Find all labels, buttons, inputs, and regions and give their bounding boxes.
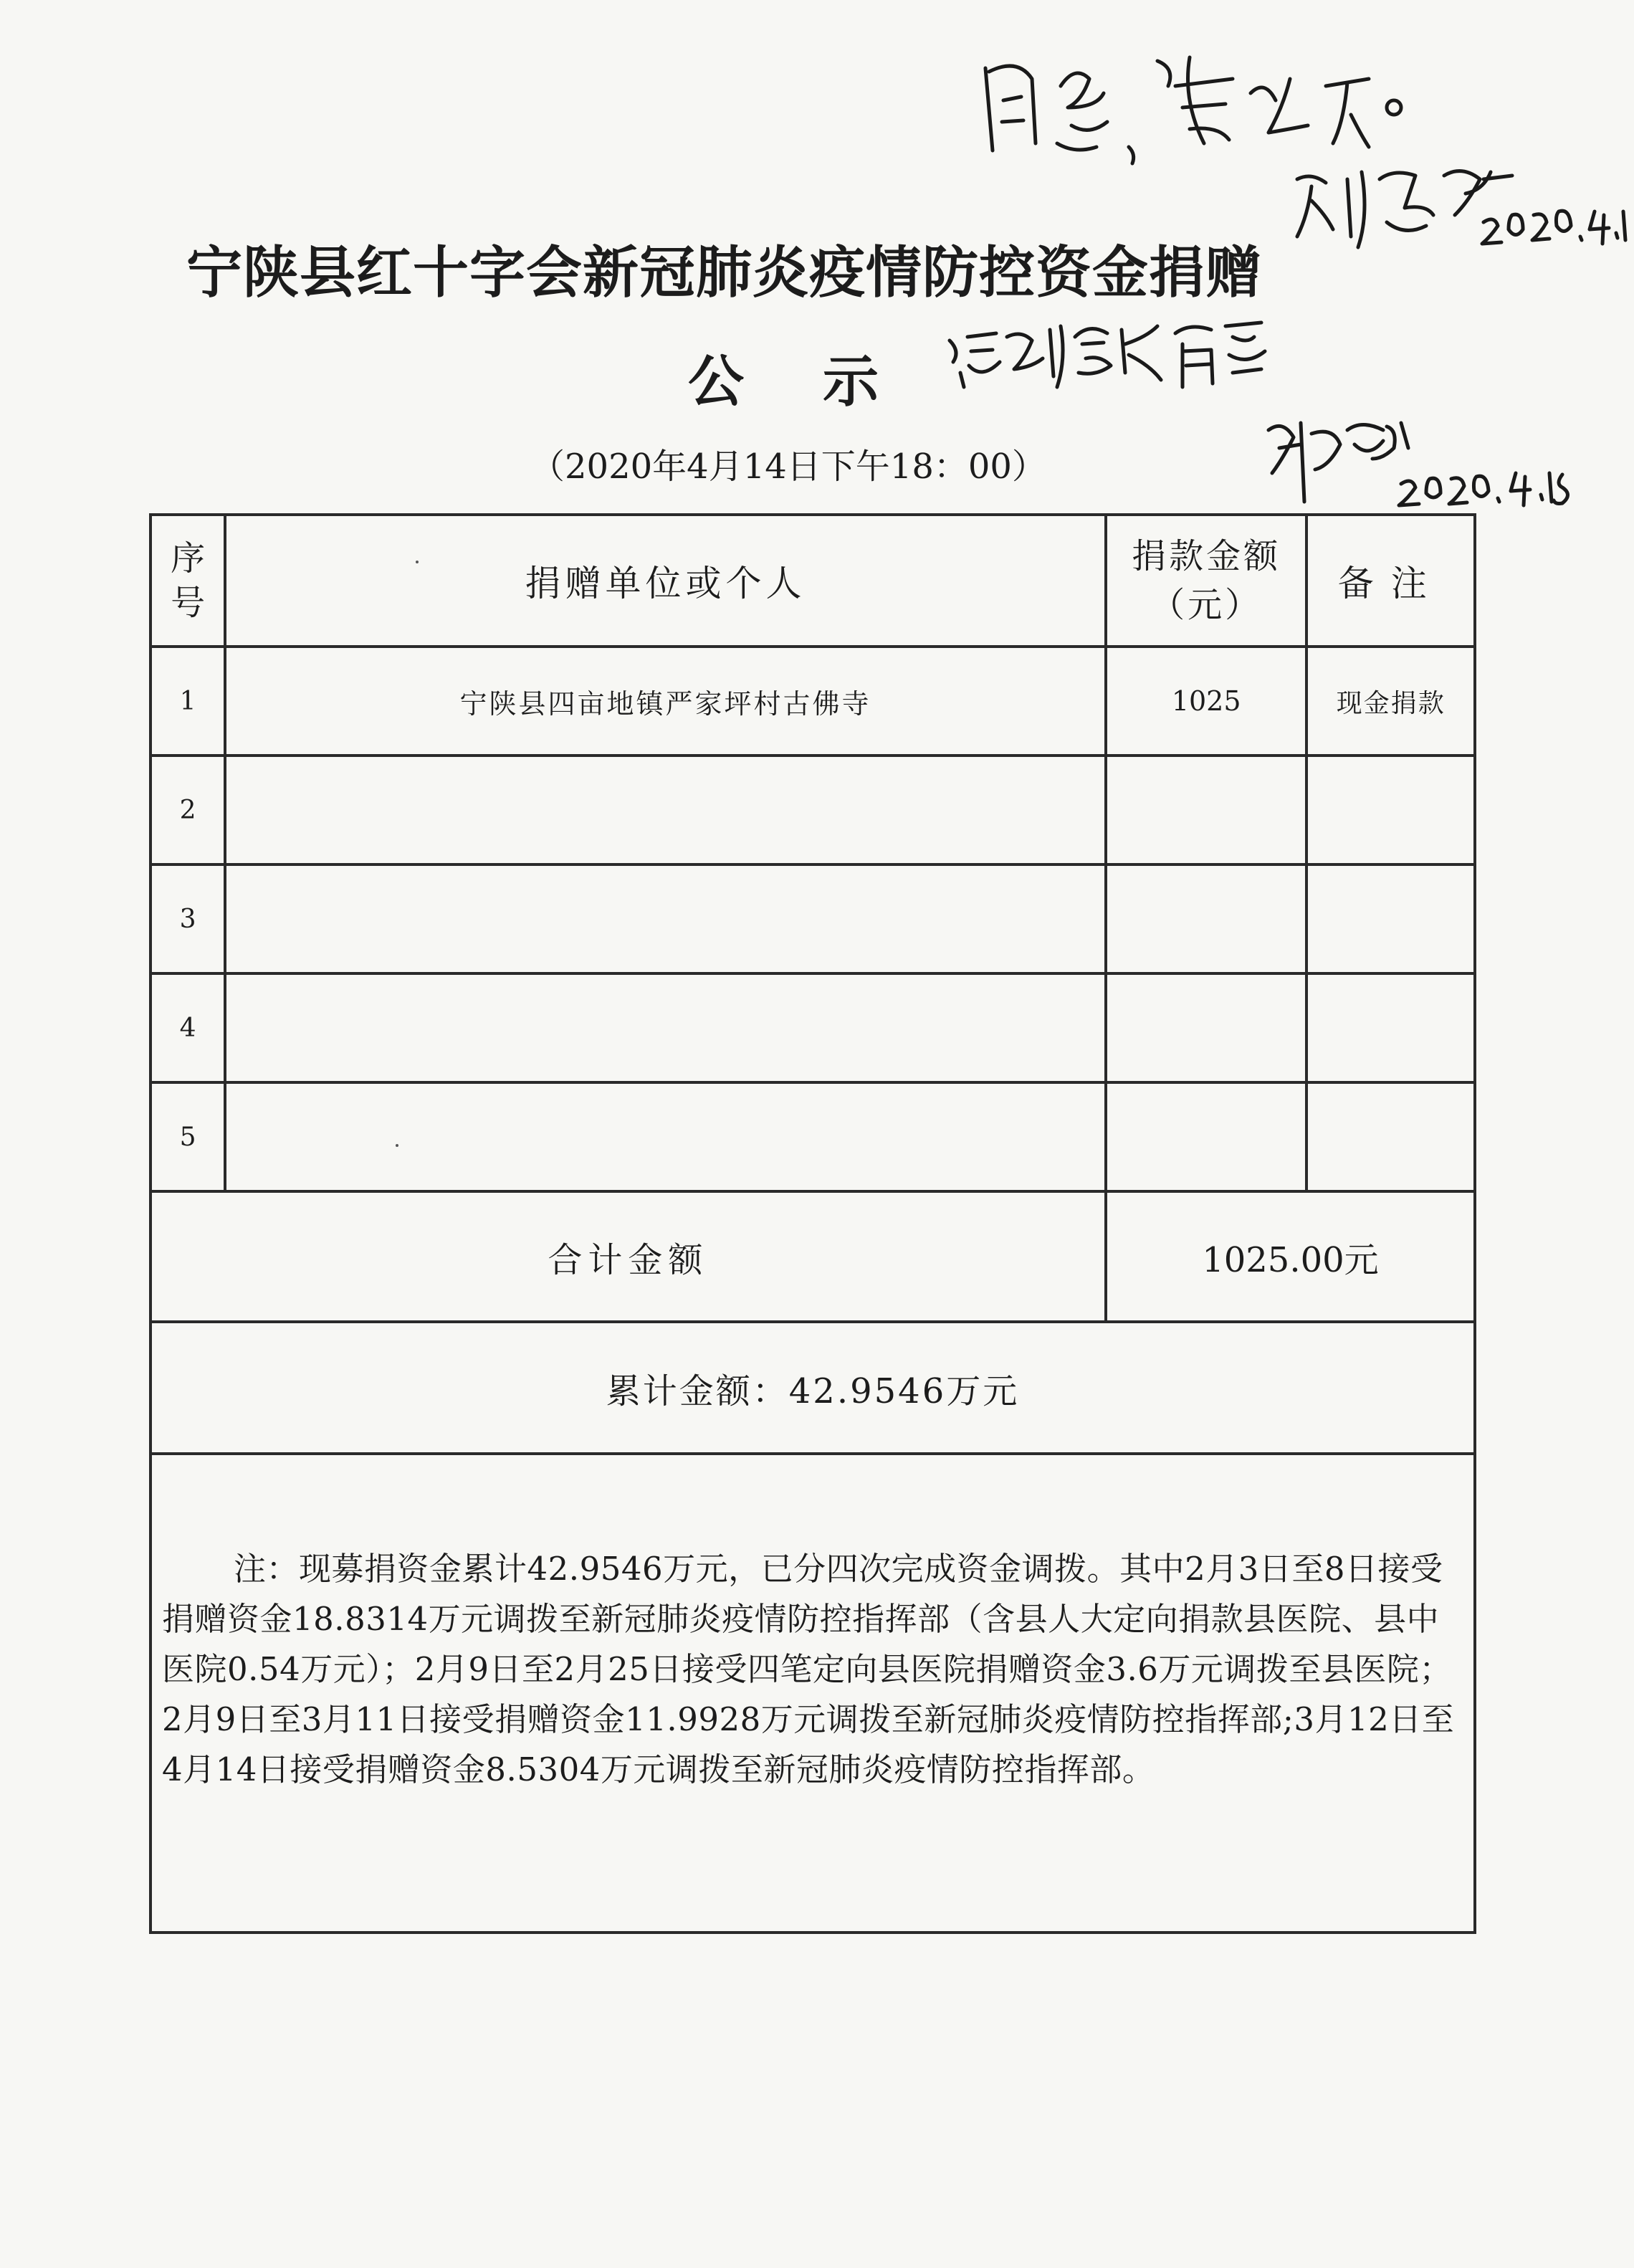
row-remarks: 现金捐款 [1306,647,1475,756]
table-row [150,756,1475,864]
row-amount [1106,756,1307,864]
donation-table [149,513,1476,1934]
total-value: 1025.00元 [1106,1191,1475,1322]
header-amount [1106,515,1307,647]
note-cell [150,1454,1475,1933]
row-remarks [1306,756,1475,864]
row-seq: 4 [150,973,225,1082]
document-subtitle: 公示 [688,350,958,414]
row-seq: 1 [150,647,225,756]
document-date: （2020年4月14日下午18：00） [530,447,1046,487]
table-header-row [150,515,1475,647]
header-seq-line1: 序 [171,538,206,578]
row-donor [225,756,1106,864]
table-row [150,973,1475,1082]
header-seq-line2: 号 [171,583,206,623]
total-label: 合计金额 [150,1191,1106,1322]
table-row [150,647,1475,756]
total-row [150,1191,1475,1322]
note-row [150,1454,1475,1933]
row-remarks [1306,973,1475,1082]
row-amount [1106,973,1307,1082]
row-amount: 1025 [1106,647,1307,756]
row-amount [1106,864,1307,973]
row-remarks [1306,1082,1475,1191]
header-seq [150,515,225,647]
cumulative-row [150,1322,1475,1454]
row-donor [225,1082,1106,1191]
row-remarks [1306,864,1475,973]
row-seq: 2 [150,756,225,864]
header-donor: 捐赠单位或个人 [225,515,1106,647]
table-row [150,1082,1475,1191]
table-row [150,864,1475,973]
row-seq: 5 [150,1082,225,1191]
scan-speck [416,561,419,563]
row-amount [1106,1082,1307,1191]
header-remarks: 备注 [1306,515,1475,647]
note-text: 注：现募捐资金累计42.9546万元，已分四次完成资金调拨。其中2月3日至8日接受捐赠资金18.8314万元调拨至新冠肺炎疫情防控指挥部（含县人大定向捐款县医院、县中医院0.54万元）；2月9日至2月25日接受四笔定向县医院捐赠资金3.6万元调拨至县医院；2月9日至3月11日接受捐赠资金11.9928万元调拨至新冠肺炎疫情防控指挥部;3月12日至4月14日接受捐赠资金8.5304万元调拨至新冠肺炎疫情防控指挥部。 [162,1550,1455,1788]
header-amount-line1: 捐款金额 [1132,536,1281,576]
row-donor [225,864,1106,973]
header-amount-line2: （元） [1150,585,1263,625]
scan-speck [396,1144,398,1147]
donation-table-container [149,513,1476,1934]
cumulative-amount: 累计金额：42.9546万元 [150,1322,1475,1454]
document-title: 宁陕县红十字会新冠肺炎疫情防控资金捐赠 [186,241,1263,305]
row-donor: 宁陕县四亩地镇严家坪村古佛寺 [225,647,1106,756]
row-donor [225,973,1106,1082]
row-seq: 3 [150,864,225,973]
